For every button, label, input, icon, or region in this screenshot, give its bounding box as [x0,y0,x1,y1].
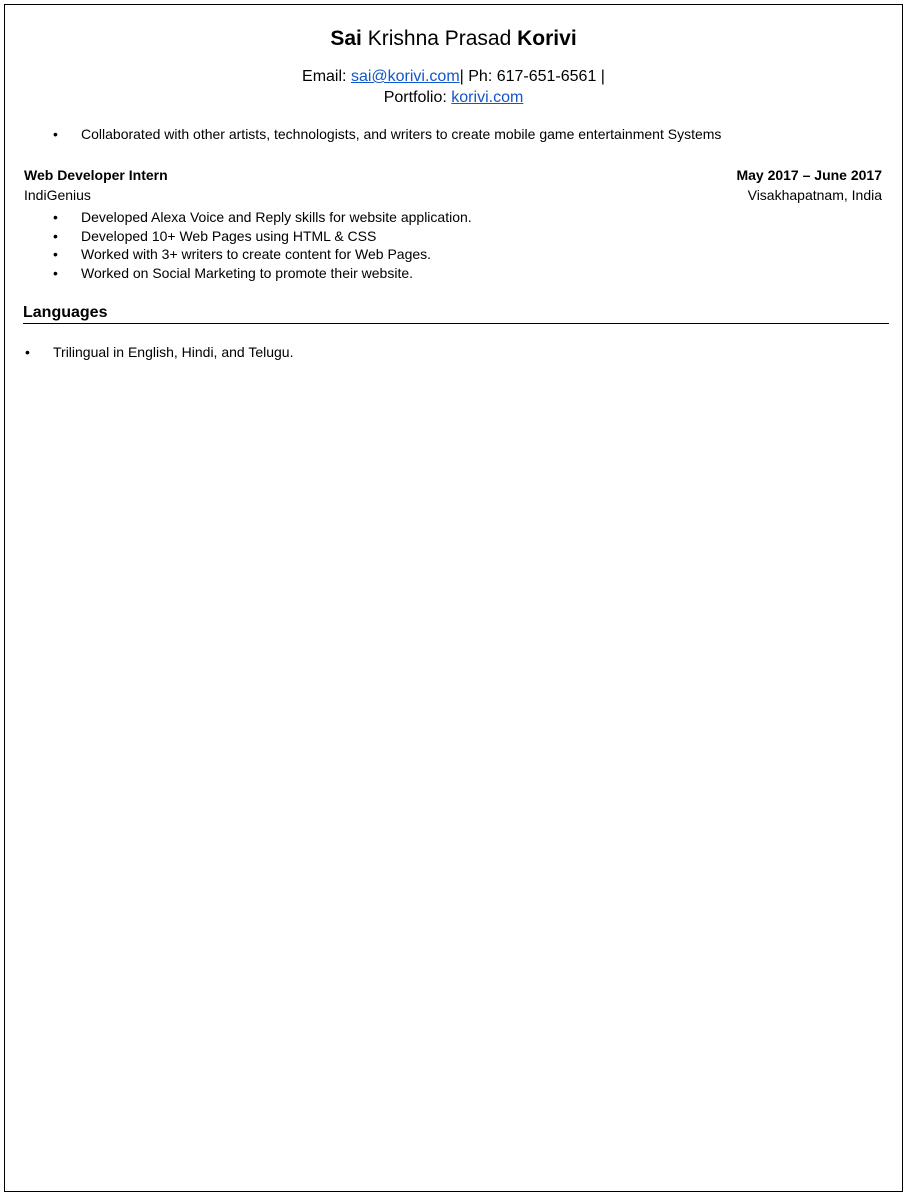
job-company: IndiGenius [24,187,91,203]
portfolio-label: Portfolio: [383,89,447,106]
experience-bullets [53,208,472,283]
candidate-name [5,27,902,51]
bullet-text: Worked on Social Marketing to promote their website. [81,265,414,282]
list-item [25,343,294,362]
bullet-icon: • [53,265,58,282]
email-label: Email: [302,68,347,85]
bullet-icon: • [53,126,58,142]
bullet-text: Developed Alexa Voice and Reply skills for website application. [81,209,472,225]
phone-text: | Ph: 617-651-6561 | [459,68,605,85]
bullet-text: Trilingual in English, Hindi, and Telugu. [53,344,294,360]
bullet-text: Developed 10+ Web Pages using HTML & CSS [81,227,377,244]
bullet-text: Collaborated with other artists, technologists, and writers to create mobile game entertainment Systems [81,126,722,142]
job-title: Web Developer Intern [24,167,168,183]
section-divider [23,323,889,324]
list-item [53,264,472,283]
bullet-icon: • [25,344,30,360]
portfolio-link[interactable]: korivi.com [451,89,524,106]
name-first: Sai [330,27,362,50]
bullet-icon: • [53,227,58,244]
list-item [53,227,472,246]
contact-line-2 [5,87,902,108]
contact-info [5,66,902,108]
resume-page [4,4,903,1192]
name-last: Korivi [517,27,577,50]
list-item [53,245,472,264]
previous-role-bullets [53,125,722,144]
bullet-icon: • [53,209,58,225]
languages-heading: Languages [23,304,108,321]
bullet-icon: • [53,246,58,263]
list-item [53,208,472,227]
job-location: Visakhapatnam, India [747,187,882,203]
contact-line-1 [5,66,902,87]
list-item [53,125,722,144]
job-dates: May 2017 – June 2017 [736,167,882,183]
bullet-text: Worked with 3+ writers to create content for Web Pages. [81,246,432,263]
name-middle: Krishna Prasad [367,27,512,50]
languages-bullets [25,343,294,362]
email-link[interactable]: sai@korivi.com [350,68,460,85]
